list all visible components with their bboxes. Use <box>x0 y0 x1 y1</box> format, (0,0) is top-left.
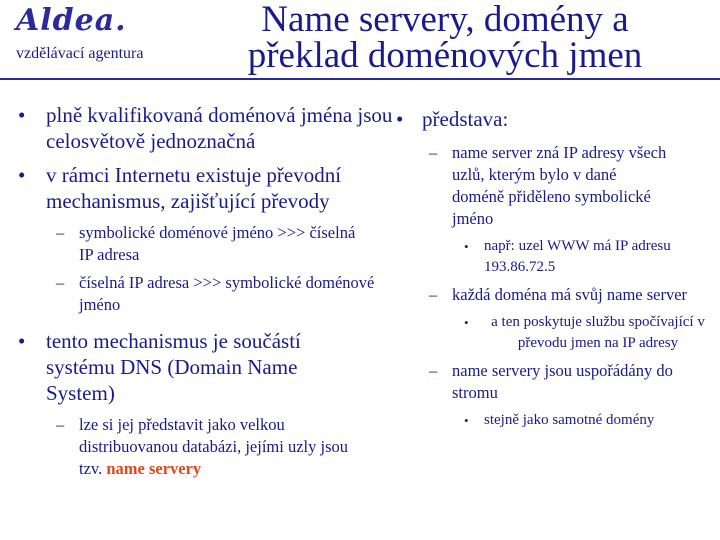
dash-marker: – <box>429 285 438 304</box>
title-divider <box>0 78 720 80</box>
bullet-item <box>16 328 396 406</box>
sub-bullet-item <box>394 284 712 306</box>
sub-bullet-item <box>394 142 712 230</box>
dash-marker: – <box>56 273 65 292</box>
sub-sub-bullet-item <box>394 236 712 278</box>
dash-marker: – <box>429 143 438 162</box>
highlight-name-servers: name servery <box>106 459 202 478</box>
slide-title <box>200 2 690 74</box>
sub-sub-bullet-text: a ten poskytuje službu spočívající v převodu jmen na IP adresy <box>491 314 705 351</box>
slide-title-line2: překlad doménových jmen <box>247 35 643 76</box>
bullet-text: představa: <box>422 107 509 131</box>
sub-bullet-item <box>16 272 396 316</box>
bullet-marker: • <box>18 329 26 353</box>
left-column <box>16 102 396 486</box>
logo-name: Aldea. <box>16 3 127 38</box>
bullet-text: plně kvalifikovaná doménová jména jsou celosvětově jednoznačná <box>46 103 393 153</box>
sub-sub-bullet-text: stejně jako samotné domény <box>484 412 655 428</box>
bullet-text: v rámci Internetu existuje převodní mechanismus, zajišťující převody <box>46 163 342 213</box>
logo-subtitle: vzdělávací agentura <box>16 45 144 62</box>
bullet-marker: • <box>396 107 404 131</box>
sub-bullet-text: lze si jej představit jako velkou distribuovanou databázi, jejími uzly jsou tzv. <box>79 415 348 478</box>
sub-sub-bullet-item <box>394 312 712 354</box>
sub-bullet-text: symbolické doménové jméno >>> číselná IP adresa <box>79 223 356 264</box>
bullet-marker: • <box>464 239 469 254</box>
bullet-text: tento mechanismus je součástí systému DNS (Domain Name System) <box>46 329 301 405</box>
sub-bullet-item <box>394 360 712 404</box>
right-column <box>394 106 712 437</box>
bullet-marker: • <box>464 413 469 428</box>
sub-bullet-text: name servery jsou uspořádány do stromu <box>452 361 673 402</box>
slide-title-line1: Name servery, domény a <box>261 0 629 40</box>
sub-sub-bullet-text: např: uzel WWW má IP adresu 193.86.72.5 <box>484 238 671 275</box>
dash-marker: – <box>56 223 65 242</box>
sub-bullet-text: name server zná IP adresy všech uzlů, kterým bylo v dané doméně přiděleno symbolické jméno <box>452 143 667 228</box>
sub-bullet-item <box>16 414 396 480</box>
bullet-marker: • <box>464 315 469 330</box>
dash-marker: – <box>429 361 438 380</box>
sub-sub-bullet-item <box>394 410 712 431</box>
sub-bullet-text: číselná IP adresa >>> symbolické doménové jméno <box>79 273 375 314</box>
dash-marker: – <box>56 415 65 434</box>
sub-bullet-text: každá doména má svůj name server <box>452 285 688 304</box>
bullet-item <box>16 162 396 214</box>
bullet-marker: • <box>18 163 26 187</box>
bullet-marker: • <box>18 103 26 127</box>
sub-bullet-item <box>16 222 396 266</box>
bullet-item <box>394 106 712 132</box>
bullet-item <box>16 102 396 154</box>
logo <box>16 4 143 64</box>
